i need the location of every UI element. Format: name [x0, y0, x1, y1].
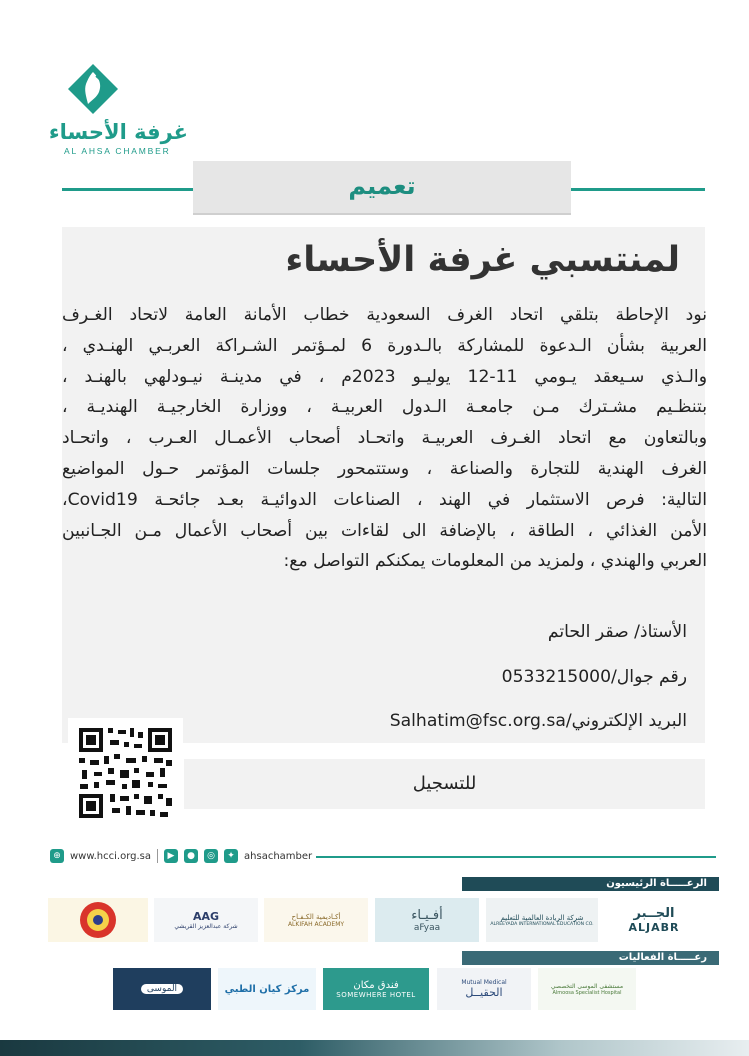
- sponsor-aljabr: [604, 898, 704, 942]
- header-rule-left: [62, 188, 194, 191]
- sponsor-alhuqail: [437, 968, 531, 1010]
- social-handle[interactable]: ahsachamber: [244, 850, 313, 862]
- sponsor-name-ar: أفـيـاء: [411, 907, 443, 923]
- sponsor-almoosa: [113, 968, 211, 1010]
- sponsor-name-ar: شركة عبدالعزيز القريشي: [174, 923, 238, 930]
- paragraph-line: التالية: فرص الاستثمار في الهند ، الصناعات الدوائيـة بعـد جائحـة Covid19،: [62, 489, 707, 510]
- sponsor-name-ar: الجــبر: [633, 906, 675, 921]
- instagram-icon[interactable]: ◎: [204, 849, 218, 863]
- announcement-paragraph: [62, 300, 707, 577]
- sponsor-afyaa: [375, 898, 479, 942]
- paragraph-line: العربية بشأن الـدعوة للمشاركة بالـدورة 6 لمـؤتمر الشـراكة العربـي الهنـدي ،: [62, 335, 707, 356]
- footer-rule: [316, 856, 716, 858]
- sponsor-name-ar: أكـاديمية الكـفـاح: [291, 912, 341, 921]
- chamber-logo-icon: [66, 62, 120, 116]
- sponsor-name-en: Mutual Medical: [461, 979, 507, 986]
- sponsor-emblem: [48, 898, 148, 942]
- sponsor-alkifah: [264, 898, 368, 942]
- circular-title: تعميم: [348, 172, 416, 200]
- paragraph-line: بتنظـيم مشـترك مـن جامعـة الـدول العربيـة ، ووزارة الخارجيـة الهنديـة ،: [62, 397, 707, 418]
- sponsor-name-en: aFyaa: [413, 922, 441, 933]
- sponsor-name-ar: فندق مكان: [353, 979, 399, 991]
- sponsor-name-ar: مستشفى الموسى التخصصي: [550, 982, 624, 990]
- logo-english-text: AL AHSA CHAMBER: [64, 146, 171, 156]
- paragraph-line: الغرف الهندية للتجارة والصناعة ، وستتمحور جلسات المؤتمر حـول المواضيع: [62, 458, 707, 479]
- main-sponsors-bar: الرعـــــاة الرئيسيون: [462, 877, 719, 891]
- gear-emblem-icon: [78, 900, 118, 940]
- paragraph-line: نود الإحاطة بتلقي اتحاد الغرف السعودية خطاب الأمانة العامة لاتحاد الغـرف: [62, 305, 707, 325]
- sponsor-name-en: SOMEWHERE HOTEL: [336, 990, 416, 999]
- event-sponsors-bar: رعـــــاة الفعاليات: [462, 951, 719, 965]
- register-label: للتسجيل: [412, 773, 477, 794]
- qr-code-icon[interactable]: [68, 718, 183, 828]
- globe-icon: ⊕: [50, 849, 64, 863]
- sponsor-name-ar: مركز كيان الطبي: [224, 983, 310, 995]
- sponsor-name-en: ALREEYADA INTERNATIONAL EDUCATION CO.: [490, 921, 594, 927]
- youtube-icon[interactable]: ▶: [164, 849, 178, 863]
- snapchat-icon[interactable]: ●: [184, 849, 198, 863]
- sponsor-name-ar: الحقيــل: [465, 986, 503, 999]
- sponsor-aag: [154, 898, 258, 942]
- paragraph-line: الأمن الغذائي ، الطاقة ، بالإضافة الى لقاءات بين أصحاب الأعمال مـن الجـانبين: [62, 520, 707, 541]
- sponsor-alreeyada: [486, 898, 598, 942]
- page-title: لمنتسبي غرفة الأحساء: [285, 240, 680, 280]
- website-link[interactable]: www.hcci.org.sa: [70, 850, 152, 862]
- logo-arabic-text: غرفة الأحساء: [48, 120, 188, 144]
- sponsor-almoosa-hospital: [538, 968, 636, 1010]
- sponsor-name-ar: الموسى: [141, 984, 183, 994]
- sponsor-name-en: ALJABR: [628, 921, 680, 934]
- paragraph-line: والـذي سـيعقد يـومي 11-12 يوليـو 2023م ، في مدينـة نيـودلهي بالهنـد ،: [62, 366, 707, 387]
- contact-email[interactable]: البريد الإلكتروني/Salhatim@fsc.org.sa: [389, 711, 687, 731]
- sponsor-somewhere-hotel: [323, 968, 429, 1010]
- paragraph-line: العربي والهندي ، ولمزيد من المعلومات يمكنكم التواصل مع:: [283, 551, 707, 572]
- contact-bar: [50, 845, 312, 867]
- bottom-decorative-bar: [0, 1040, 749, 1056]
- sponsor-name-en: AAG: [192, 910, 220, 923]
- header-rule-right: [570, 188, 705, 191]
- contact-name: الأستاذ/ صقر الحاتم: [547, 622, 687, 642]
- contact-phone[interactable]: رقم جوال/0533215000: [501, 667, 687, 687]
- sponsor-name-en: Almoosa Specialist Hospital: [552, 989, 622, 996]
- sponsor-name-ar: شركة الريادة العالمية للتعليم: [500, 913, 584, 922]
- sponsor-kayan-medical: [218, 968, 316, 1010]
- divider: [157, 849, 158, 863]
- sponsor-name-en: ALKIFAH ACADEMY: [287, 920, 345, 928]
- twitter-icon[interactable]: ✦: [224, 849, 238, 863]
- paragraph-line: وبالتعاون مع اتحاد الغـرف العربيـة واتحـاد أصحاب الأعمـال العـرب ، واتحـاد: [62, 428, 707, 449]
